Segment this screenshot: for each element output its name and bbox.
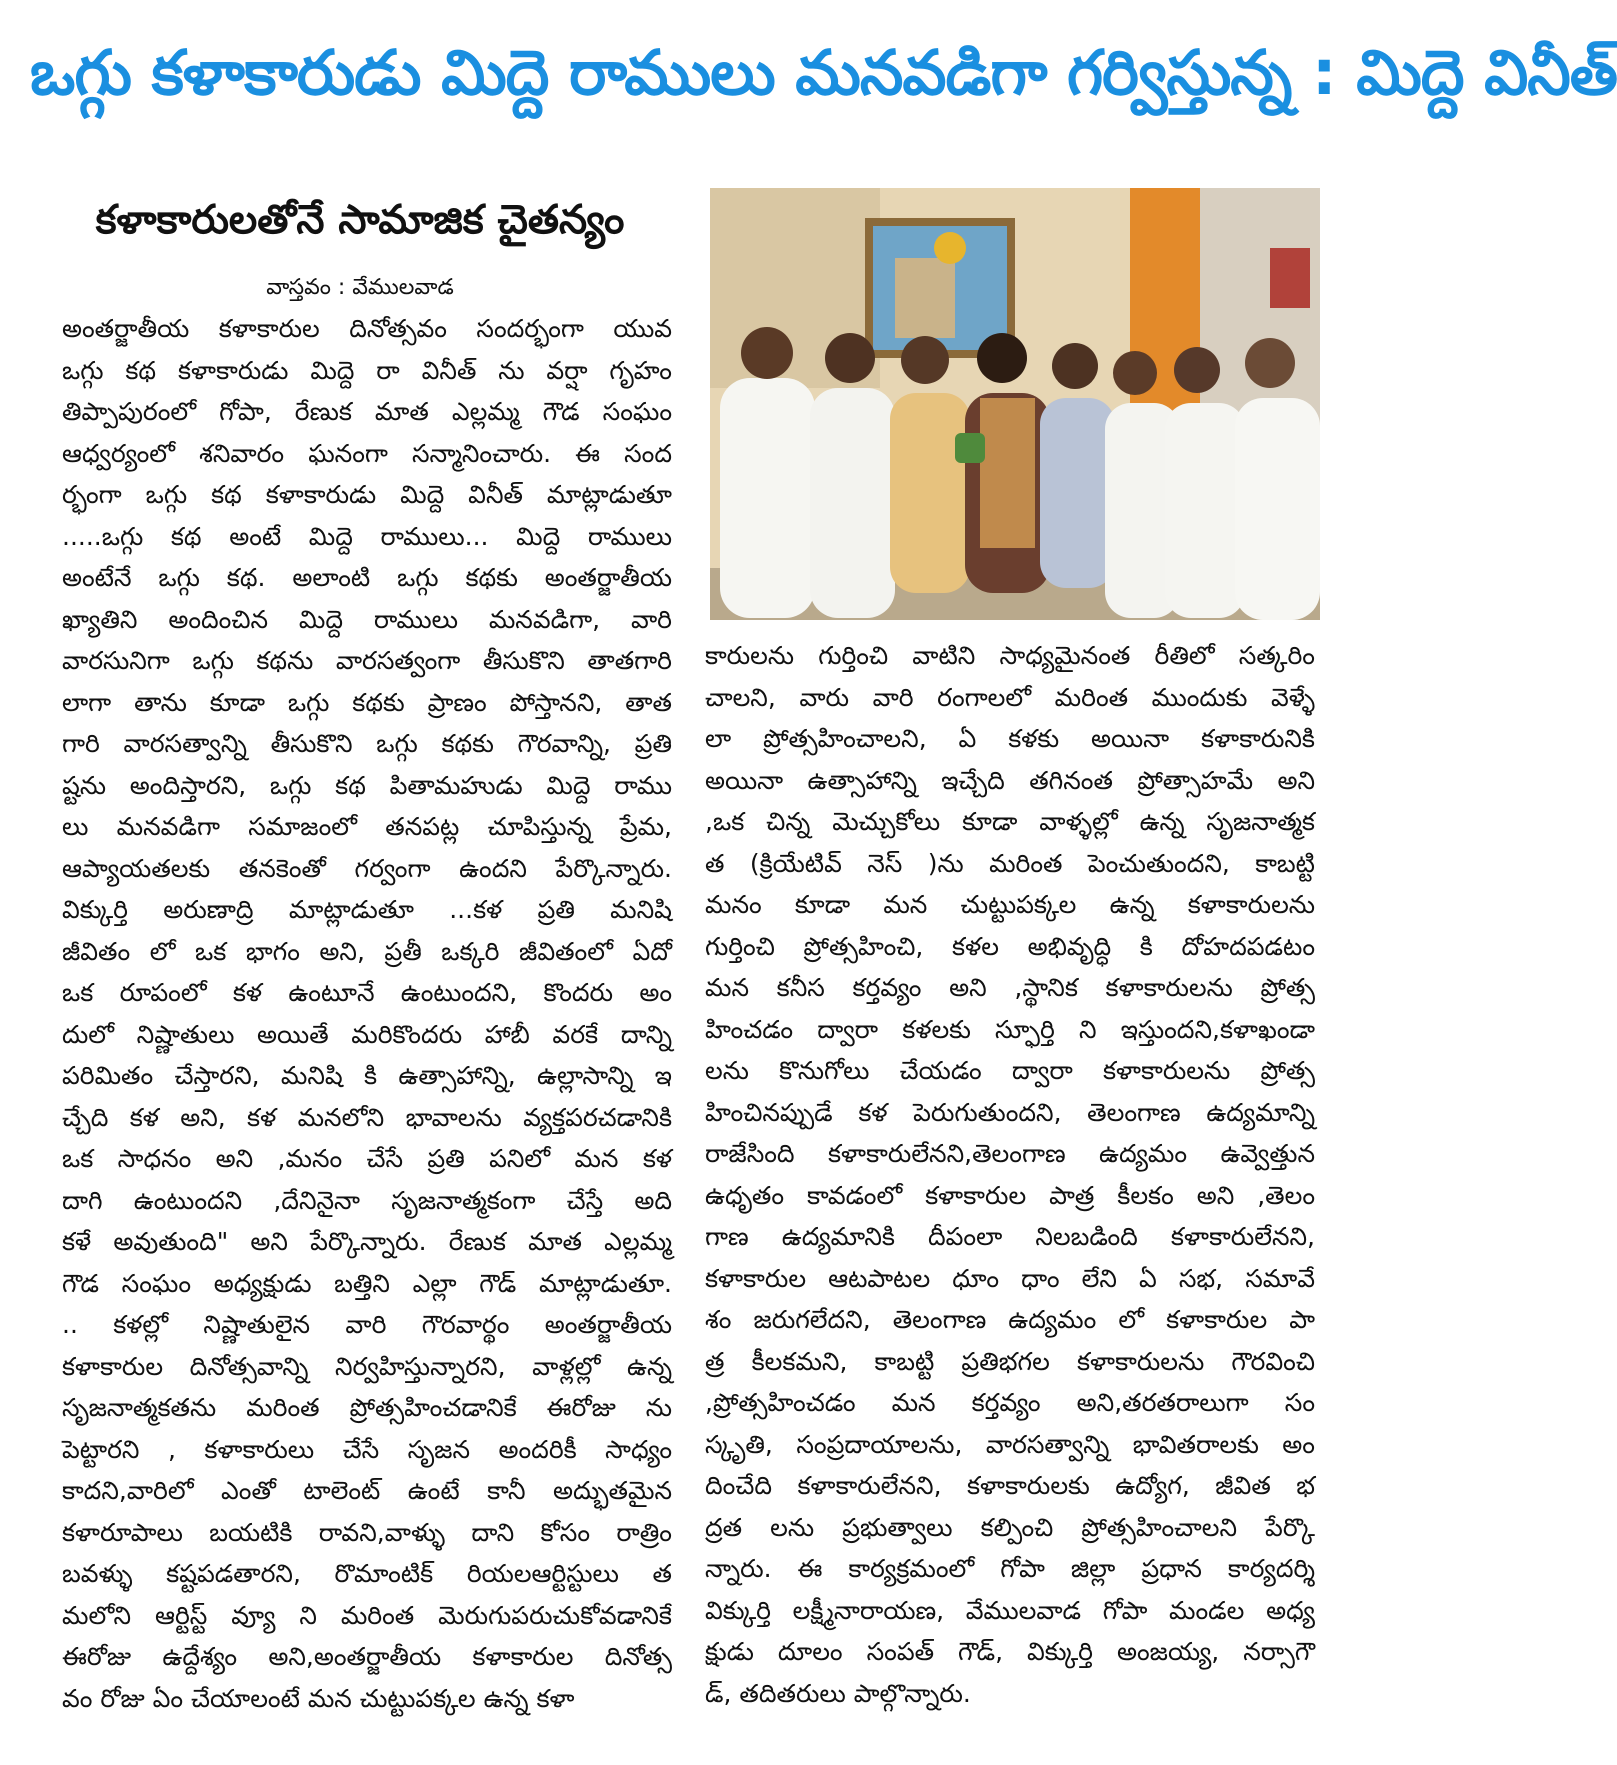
article-line: కళాకారుల దినోత్సవాన్ని నిర్వహిస్తున్నారని, వాళ్లల్లో ఉన్న — [62, 1351, 672, 1381]
article-line: ద్రత లను ప్రభుత్వాలు కల్పించి ప్రోత్సహించాలని పేర్కొ — [705, 1512, 1315, 1542]
article-line: విక్కుర్తి అరుణాద్రి మాట్లాడుతూ ...కళ ప్రతి మనిషి — [62, 895, 672, 924]
article-line: ఆధ్వర్యంలో శనివారం ఘనంగా సన్మానించారు. ఈ సంద — [62, 438, 672, 468]
article-line: పరిమితం చేస్తారని, మనిషి కి ఉత్సాహాన్ని, ఉల్లాసాన్ని ఇ — [62, 1061, 672, 1090]
article-line: కారులను గుర్తించి వాటిని సాధ్యమైనంత రీతిలో సత్కరిం — [705, 641, 1315, 670]
headline: ఒగ్గు కళాకారుడు మిద్దె రాములు మనవడిగా గర్విస్తున్న : మిద్దె వినీత్ — [30, 36, 1617, 109]
article-line: కళే అవుతుంది" అని పేర్కొన్నారు. రేణుక మాత ఎల్లమ్మ — [62, 1227, 672, 1256]
article-line: ఖ్యాతిని అందించిన మిద్దె రాములు మనవడిగా, వారి — [62, 604, 672, 634]
article-line: ర్భంగా ఒగ్గు కథ కళాకారుడు మిద్దె వినీత్ మాట్లాడుతూ — [62, 480, 672, 509]
article-line: రాజేసింది కళాకారులేనని,తెలంగాణ ఉద్యమం ఉవ్వెత్తున — [705, 1139, 1315, 1168]
article-line: తిప్పాపురంలో గోపా, రేణుక మాత ఎల్లమ్మ గౌడ సంఘం — [62, 397, 672, 426]
dateline: వాస్తవం : వేములవాడ — [266, 275, 454, 300]
article-line: ,ప్రోత్సహించడం మన కర్తవ్యం అని,తరతరాలుగా సం — [705, 1388, 1315, 1417]
article-line: అంటేనే ఒగ్గు కథ. అలాంటి ఒగ్గు కథకు అంతర్జాతీయ — [62, 563, 672, 592]
article-line: దించేది కళాకారులేనని, కళాకారులకు ఉద్యోగ, జీవిత భ — [705, 1471, 1315, 1500]
article-column-left — [62, 308, 672, 1719]
group-photo-illustration — [710, 188, 1320, 620]
article-line: వం రోజు ఏం చేయాలంటే మన చుట్టుపక్కల ఉన్న కళా — [62, 1683, 575, 1713]
article-line: ఒక సాధనం అని ,మనం చేసే ప్రతి పనిలో మన కళ — [62, 1144, 672, 1173]
article-line: స్కృతి, సంప్రదాయాలను, వారసత్వాన్ని భావితరాలకు అం — [705, 1429, 1315, 1459]
article-line: ఒక రూపంలో కళ ఉంటూనే ఉంటుందని, కొందరు అం — [62, 978, 672, 1007]
article-line: అంతర్జాతీయ కళాకారుల దినోత్సవం సందర్భంగా యువ — [62, 314, 672, 343]
article-line: దులో నిష్ణాతులు అయితే మరికొందరు హాబీ వరకే దాన్ని — [62, 1019, 672, 1049]
article-line: కళాకారుల ఆటపాటల ధూం ధాం లేని ఏ సభ, సమావే — [705, 1263, 1315, 1293]
article-line: కళారూపాలు బయటికి రావని,వాళ్ళు దాని కోసం రాత్రిం — [62, 1517, 672, 1547]
article-line: పెట్టారని , కళాకారులు చేసే సృజన అందరికీ సాధ్యం — [62, 1434, 672, 1464]
article-line: హించడం ద్వారా కళలకు స్ఫూర్తి ని ఇస్తుందని,కళాఖండా — [705, 1014, 1315, 1044]
group-photo-image — [710, 188, 1320, 620]
article-line: ఒగ్గు కథ కళాకారుడు మిద్దె రా వినీత్ ను వర్షా గృహం — [62, 355, 672, 385]
article-line: గుర్తించి ప్రోత్సహించి, కళల అభివృద్ధి కి దోహదపడటం — [705, 931, 1315, 961]
article-line: లా ప్రోత్సహించాలని, ఏ కళకు అయినా కళాకారునికి — [705, 724, 1315, 753]
article-line: విక్కుర్తి లక్ష్మీనారాయణ, వేములవాడ గోపా మండల అధ్య — [705, 1595, 1315, 1625]
article-line: లు మనవడిగా సమాజంలో తనపట్ల చూపిస్తున్న ప్రేమ, — [62, 812, 672, 841]
article-line: ఈరోజు ఉద్దేశ్యం అని,అంతర్జాతీయ కళాకారుల దినోత్స — [62, 1642, 672, 1671]
article-line: మలోని ఆర్టిస్ట్ వ్యూ ని మరింత మెరుగుపరుచుకోవడానికే — [62, 1600, 672, 1630]
article-line: జీవితం లో ఒక భాగం అని, ప్రతీ ఒక్కరి జీవితంలో ఏదో — [62, 936, 672, 966]
article-line: లను కొనుగోలు చేయడం ద్వారా కళాకారులను ప్రోత్స — [705, 1056, 1315, 1085]
article-line: అయినా ఉత్సాహాన్ని ఇచ్చేది తగినంత ప్రోత్సాహమే అని — [705, 765, 1315, 795]
article-line: కాదని,వారిలో ఎంతో టాలెంట్ ఉంటే కానీ అద్భుతమైన — [62, 1476, 672, 1505]
article-line: ,ఒక చిన్న మెచ్చుకోలు కూడా వాళ్ళల్లో ఉన్న సృజనాత్మక — [705, 807, 1315, 836]
article-line: సృజనాత్మకతను మరింత ప్రోత్సహించడానికే ఈరోజు ను — [62, 1393, 672, 1422]
article-line: మన కనీస కర్తవ్యం అని ,స్థానిక కళాకారులను ప్రోత్స — [705, 973, 1315, 1002]
article-line: చ్చేది కళ అని, కళ మనలోని భావాలను వ్యక్తపరచడానికి — [62, 1102, 672, 1132]
article-line: ష్టను అందిస్తారని, ఒగ్గు కథ పితామహుడు మిద్దె రాము — [62, 770, 672, 800]
article-line: .....ఒగ్గు కథ అంటే మిద్దె రాములు... మిద్దె రాములు — [62, 521, 672, 551]
article-line: లాగా తాను కూడా ఒగ్గు కథకు ప్రాణం పోస్తానని, తాత — [62, 687, 672, 717]
article-line: బవళ్ళు కష్టపడతారని, రొమాంటిక్ రియలఆర్టిస్టులు త — [62, 1559, 672, 1588]
article-line: మనం కూడా మన చుట్టుపక్కల ఉన్న కళాకారులను — [705, 890, 1315, 919]
article-column-right — [705, 635, 1315, 1714]
article-line: చాలని, వారు వారి రంగాలలో మరింత ముందుకు వెళ్ళే — [705, 682, 1315, 712]
article-line: దాగి ఉంటుందని ,దేనినైనా సృజనాత్మకంగా చేస్తే అది — [62, 1185, 672, 1215]
article-line: వారసునిగా ఒగ్గు కథను వారసత్వంగా తీసుకొని తాతగారి — [62, 646, 672, 675]
article-line: త్ర కీలకమని, కాబట్టి ప్రతిభగల కళాకారులను గౌరవించి — [705, 1346, 1315, 1376]
article-line: త (క్రియేటివ్ నెస్ )ను మరింత పెంచుతుందని, కాబట్టి — [705, 848, 1315, 878]
article-line: డ్, తదితరులు పాల్గొన్నారు. — [705, 1678, 971, 1708]
article-line: ఉధృతం కావడంలో కళాకారుల పాత్ర కీలకం అని ,తెలం — [705, 1180, 1315, 1210]
article-line: ఆప్యాయతలకు తనకెంతో గర్వంగా ఉందని పేర్కొన్నారు. — [62, 853, 672, 883]
article-line: క్షుడు దూలం సంపత్ గౌడ్, విక్కుర్తి అంజయ్య, నర్సాగౌ — [705, 1637, 1315, 1666]
article-line: గౌడ సంఘం అధ్యక్షుడు బత్తిని ఎల్లా గౌడ్ మాట్లాడుతూ. — [62, 1268, 672, 1298]
article-line: న్నారు. ఈ కార్యక్రమంలో గోపా జిల్లా ప్రధాన కార్యదర్శి — [705, 1554, 1315, 1583]
article-line: .. కళల్లో నిష్ణాతులైన వారి గౌరవార్థం అంతర్జాతీయ — [62, 1310, 672, 1339]
article-line: గాణ ఉద్యమానికి దీపంలా నిలబడింది కళాకారులేనని, — [705, 1222, 1315, 1251]
subheadline: కళాకారులతోనే సామాజిక చైతన్యం — [95, 197, 625, 243]
article-line: గారి వారసత్వాన్ని తీసుకొని ఒగ్గు కథకు గౌరవాన్ని, ప్రతి — [62, 729, 672, 758]
article-line: శం జరుగలేదని, తెలంగాణ ఉద్యమం లో కళాకారుల పా — [705, 1305, 1315, 1334]
article-line: హించినప్పుడే కళ పెరుగుతుందని, తెలంగాణ ఉద్యమాన్ని — [705, 1097, 1315, 1127]
